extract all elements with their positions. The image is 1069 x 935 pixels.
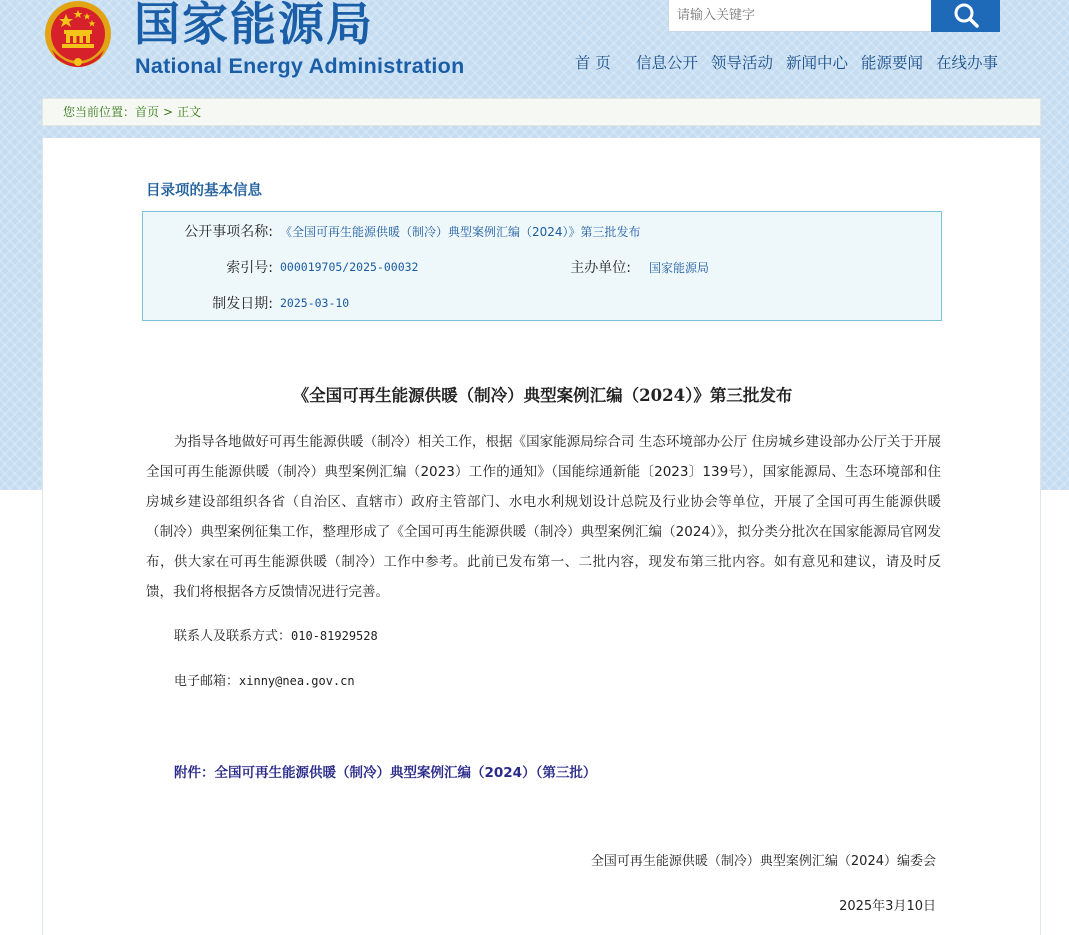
meta-host-value: 国家能源局	[649, 261, 710, 275]
email-value: xinny@nea.gov.cn	[239, 674, 355, 688]
breadcrumb-separator: >	[163, 105, 174, 119]
nav-leadership[interactable]: 领导活动	[711, 54, 774, 72]
breadcrumb-home[interactable]: 首页	[135, 105, 160, 119]
search-button[interactable]	[931, 0, 1000, 32]
meta-name-value: 《全国可再生能源供暖（制冷）典型案例汇编（2024）》第三批发布	[280, 225, 641, 239]
national-emblem-icon	[42, 0, 114, 74]
nav-online-service[interactable]: 在线办事	[936, 54, 999, 72]
nav-news-center[interactable]: 新闻中心	[786, 54, 849, 72]
breadcrumb-prefix: 您当前位置：	[63, 105, 136, 119]
attachment-link[interactable]: 附件：全国可再生能源供暖（制冷）典型案例汇编（2024）（第三批）	[174, 765, 597, 781]
signature-org: 全国可再生能源供暖（制冷）典型案例汇编（2024）编委会	[590, 854, 936, 869]
search-input[interactable]	[668, 0, 932, 32]
article-title: 《全国可再生能源供暖（制冷）典型案例汇编（2024）》第三批发布	[292, 386, 793, 405]
breadcrumb	[42, 98, 1041, 126]
site-title-cn[interactable]: 国家能源局	[134, 0, 374, 51]
email-label: 电子邮箱：	[174, 674, 240, 689]
contact-line	[174, 625, 378, 644]
meta-index-value: 000019705/2025-00032	[280, 260, 419, 274]
article-paragraph: 为指导各地做好可再生能源供暖（制冷）相关工作，根据《国家能源局综合司 生态环境部办公厅 住房城乡建设部办公厅关于开展全国可再生能源供暖（制冷）典型案例汇编（2023）工作的通知》（国能综通新能〔2023〕139号），国家能源局、生态环境部和住房城乡建设部组织各省（自治区、直辖市）政府主管部门、水电水利规划设计总院及行业协会等单位，开展了全国可再生能源供暖（制冷）典型案例征集工作，整理形成了《全国可再生能源供暖（制冷）典型案例汇编（2024）》，拟分类分批次在国家能源局官网发布，供大家在可再生能源供暖（制冷）工作中参考。此前已发布第一、二批内容，现发布第三批内容。如有意见和建议，请及时反馈，我们将根据各方反馈情况进行完善。	[146, 434, 941, 600]
meta-index-label: 索引号:	[226, 260, 273, 276]
nav-energy-news[interactable]: 能源要闻	[861, 54, 924, 72]
meta-info-box	[142, 211, 942, 321]
contact-value: 010-81929528	[291, 629, 378, 643]
meta-name-label: 公开事项名称:	[184, 224, 273, 240]
breadcrumb-current[interactable]: 正文	[177, 105, 202, 119]
email-line	[174, 670, 355, 689]
meta-date-label: 制发日期:	[212, 296, 273, 312]
meta-host-label: 主办单位:	[570, 260, 631, 276]
meta-date-value: 2025-03-10	[280, 296, 350, 310]
nav-home[interactable]: 首 页	[575, 54, 611, 72]
site-title-en[interactable]: National Energy Administration	[135, 54, 465, 78]
signature-date: 2025年3月10日	[839, 899, 936, 914]
nav-info-disclosure[interactable]: 信息公开	[636, 54, 699, 72]
contact-label: 联系人及联系方式：	[174, 629, 292, 644]
meta-section-title: 目录项的基本信息	[146, 183, 262, 199]
search-icon	[952, 1, 980, 29]
content-panel	[42, 138, 1041, 935]
